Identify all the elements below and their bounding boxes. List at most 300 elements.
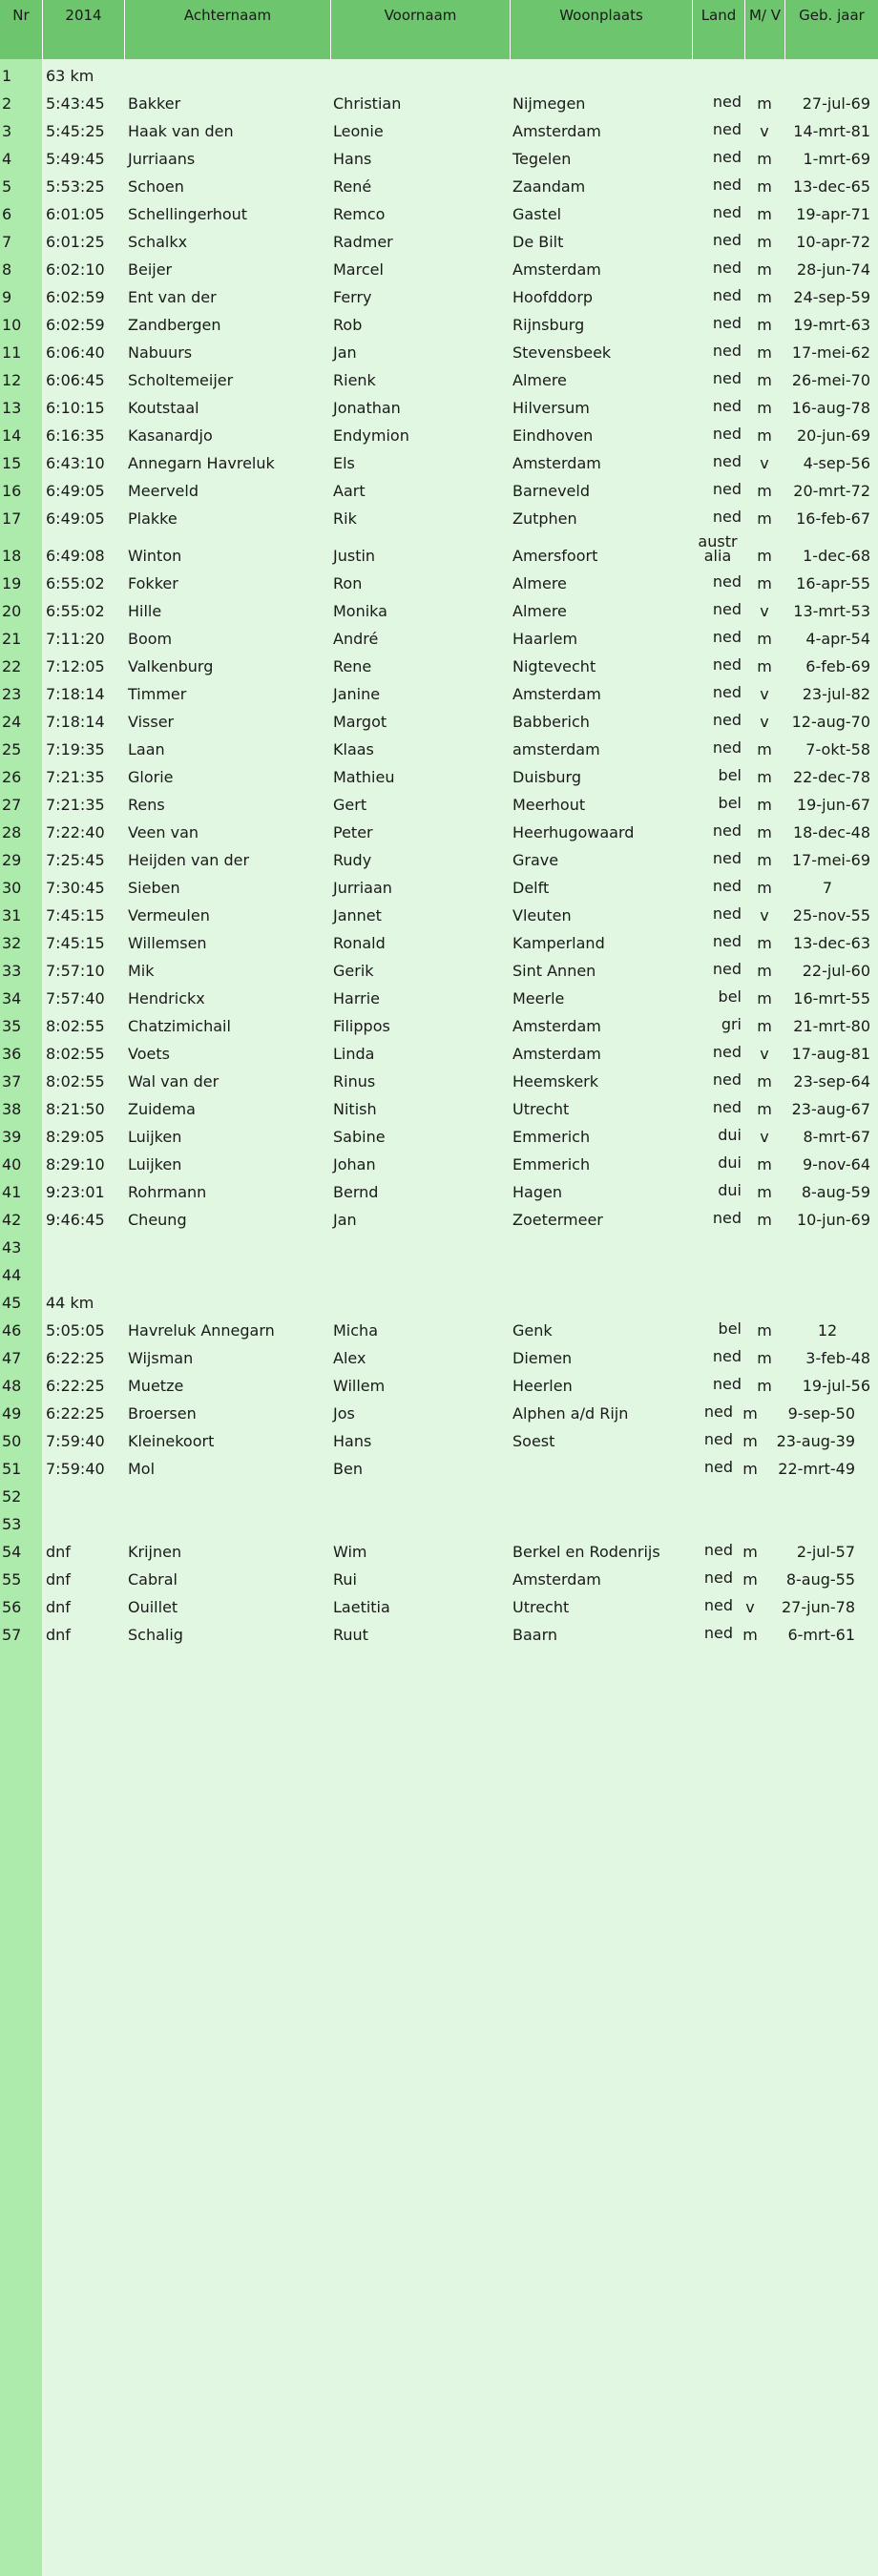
country: ned	[712, 904, 742, 923]
table-row	[0, 199, 878, 227]
birth-date: 14-mrt-81	[793, 122, 870, 140]
section-label: 63 km	[46, 67, 94, 85]
finish-time: 6:02:59	[46, 316, 105, 334]
first-name: Ruut	[333, 1626, 368, 1644]
table-row	[0, 227, 878, 255]
city: Heerhugowaard	[512, 823, 635, 841]
last-name: Ouillet	[128, 1598, 178, 1616]
header-last-name: Achternaam	[124, 0, 330, 59]
city: Utrecht	[512, 1598, 570, 1616]
last-name: Mik	[128, 962, 155, 980]
city: Sint Annen	[512, 962, 596, 980]
header-gender: M/ V	[744, 0, 784, 59]
first-name: Jos	[333, 1404, 355, 1423]
first-name: Els	[333, 454, 355, 472]
city: Haarlem	[512, 630, 578, 648]
table-row	[0, 421, 878, 448]
birth-date: 13-dec-63	[792, 934, 870, 952]
finish-time: dnf	[46, 1598, 71, 1616]
last-name: Broersen	[128, 1404, 197, 1423]
finish-time: 6:02:59	[46, 288, 105, 306]
row-number: 6	[2, 205, 12, 223]
first-name: Willem	[333, 1377, 386, 1395]
finish-time: 6:06:40	[46, 343, 105, 362]
country: ned	[712, 738, 742, 757]
last-name: Kasanardjo	[128, 426, 213, 445]
birth-date: 16-apr-55	[796, 574, 870, 592]
table-row	[0, 144, 878, 172]
row-number: 15	[2, 454, 22, 472]
table-row	[0, 1592, 878, 1620]
first-name: Christian	[333, 94, 402, 113]
gender: m	[757, 399, 772, 417]
row-number: 47	[2, 1349, 22, 1367]
first-name: Ferry	[333, 288, 372, 306]
row-number: 57	[2, 1626, 22, 1644]
gender: m	[757, 260, 772, 279]
last-name: Winton	[128, 547, 182, 565]
finish-time: 9:23:01	[46, 1183, 105, 1201]
table-row	[0, 1067, 878, 1094]
row-number: 3	[2, 122, 12, 140]
country: ned	[712, 286, 742, 304]
gender: m	[757, 630, 772, 648]
last-name: Luijken	[128, 1128, 182, 1146]
gender: m	[757, 316, 772, 334]
gender: m	[757, 509, 772, 528]
finish-time: 6:55:02	[46, 574, 105, 592]
row-number: 56	[2, 1598, 22, 1616]
country: ned	[712, 628, 742, 646]
row-number: 37	[2, 1072, 22, 1091]
birth-date: 27-jul-69	[802, 94, 870, 113]
first-name: Jan	[333, 1211, 357, 1229]
country: ned	[712, 480, 742, 498]
first-name: Gert	[333, 796, 367, 814]
row-number: 8	[2, 260, 12, 279]
last-name: Jurriaans	[128, 150, 196, 168]
last-name: Annegarn Havreluk	[128, 454, 275, 472]
first-name: Jurriaan	[333, 879, 392, 897]
table-row	[0, 679, 878, 707]
finish-time: 6:01:05	[46, 205, 105, 223]
row-number: 4	[2, 150, 12, 168]
gender: m	[757, 371, 772, 389]
row-number: 49	[2, 1404, 22, 1423]
finish-time: 6:55:02	[46, 602, 105, 620]
first-name: Alex	[333, 1349, 366, 1367]
row-number: 30	[2, 879, 22, 897]
country: ned	[712, 655, 742, 674]
finish-time: 7:11:20	[46, 630, 105, 648]
city: Heemskerk	[512, 1072, 599, 1091]
country: ned	[712, 821, 742, 840]
birth-date: 25-nov-55	[792, 906, 870, 924]
gender: v	[760, 685, 769, 703]
city: De Bilt	[512, 233, 564, 251]
first-name: René	[333, 177, 372, 196]
gender: m	[742, 1543, 758, 1561]
first-name: Rinus	[333, 1072, 376, 1091]
country: ned	[712, 600, 742, 618]
country: ned	[712, 452, 742, 470]
table-row	[0, 901, 878, 928]
gender: v	[760, 1045, 769, 1063]
gender: m	[757, 426, 772, 445]
country: ned	[712, 342, 742, 360]
table-row	[0, 1260, 878, 1288]
city: Eindhoven	[512, 426, 594, 445]
row-number: 2	[2, 94, 12, 113]
city: Emmerich	[512, 1155, 591, 1174]
city: Meerle	[512, 989, 565, 1008]
country: ned	[703, 1430, 733, 1448]
city: Almere	[512, 371, 567, 389]
first-name: Ben	[333, 1460, 363, 1478]
finish-time: 5:49:45	[46, 150, 105, 168]
finish-time: 6:22:25	[46, 1404, 105, 1423]
birth-date: 9-nov-64	[802, 1155, 870, 1174]
finish-time: 6:10:15	[46, 399, 105, 417]
birth-date: 24-sep-59	[793, 288, 870, 306]
city: Rijnsburg	[512, 316, 585, 334]
finish-time: 5:43:45	[46, 94, 105, 113]
country: ned	[712, 1043, 742, 1061]
row-number: 24	[2, 713, 22, 731]
gender: m	[757, 934, 772, 952]
gender: m	[757, 233, 772, 251]
first-name: Hans	[333, 1432, 372, 1450]
city: Amsterdam	[512, 454, 601, 472]
row-number: 44	[2, 1266, 22, 1284]
finish-time: 8:21:50	[46, 1100, 105, 1118]
table-row	[0, 365, 878, 393]
row-number: 22	[2, 657, 22, 675]
first-name: Marcel	[333, 260, 384, 279]
last-name: Cheung	[128, 1211, 187, 1229]
row-number: 52	[2, 1487, 22, 1506]
last-name: Visser	[128, 713, 175, 731]
gender: m	[742, 1626, 758, 1644]
last-name: Cabral	[128, 1570, 178, 1589]
finish-time: 8:02:55	[46, 1017, 105, 1035]
row-number: 53	[2, 1515, 22, 1533]
city: Genk	[512, 1321, 553, 1340]
table-row	[0, 255, 878, 282]
table-row	[0, 762, 878, 790]
first-name: Peter	[333, 823, 373, 841]
row-number: 9	[2, 288, 12, 306]
finish-time: 9:46:45	[46, 1211, 105, 1229]
row-number: 26	[2, 768, 22, 786]
country: ned	[712, 120, 742, 138]
last-name: Boom	[128, 630, 173, 648]
city: Nigtevecht	[512, 657, 596, 675]
city: Duisburg	[512, 768, 581, 786]
first-name: Aart	[333, 482, 366, 500]
gender: v	[760, 713, 769, 731]
row-number: 10	[2, 316, 22, 334]
row-number: 14	[2, 426, 22, 445]
finish-time: dnf	[46, 1626, 71, 1644]
gender: m	[757, 768, 772, 786]
row-number: 1	[2, 67, 12, 85]
country: ned	[703, 1568, 733, 1587]
gender: m	[757, 288, 772, 306]
table-row	[0, 707, 878, 735]
row-number: 28	[2, 823, 22, 841]
birth-date: 8-aug-59	[801, 1183, 870, 1201]
city: Vleuten	[512, 906, 572, 924]
first-name: Hans	[333, 150, 372, 168]
finish-time: 6:22:25	[46, 1377, 105, 1395]
country: ned	[712, 148, 742, 166]
first-name: Sabine	[333, 1128, 386, 1146]
country: dui	[718, 1126, 742, 1144]
table-row	[0, 531, 878, 569]
gender: m	[757, 740, 772, 758]
finish-time: 8:02:55	[46, 1045, 105, 1063]
finish-time: 8:02:55	[46, 1072, 105, 1091]
first-name: Rui	[333, 1570, 357, 1589]
last-name: Ent van der	[128, 288, 217, 306]
country: ned	[703, 1402, 733, 1421]
table-row	[0, 1509, 878, 1537]
first-name: Linda	[333, 1045, 375, 1063]
birth-date: 12-aug-70	[791, 713, 870, 731]
row-number: 12	[2, 371, 22, 389]
birth-date: 18-dec-48	[792, 823, 870, 841]
first-name: Rudy	[333, 851, 372, 869]
country: ned	[712, 1070, 742, 1089]
table-row	[0, 818, 878, 845]
table-row	[0, 1399, 878, 1426]
country: ned	[703, 1596, 733, 1614]
gender: m	[757, 177, 772, 196]
finish-time: 6:22:25	[46, 1349, 105, 1367]
country: ned	[712, 314, 742, 332]
row-number: 13	[2, 399, 22, 417]
row-number: 19	[2, 574, 22, 592]
finish-time: 7:57:40	[46, 989, 105, 1008]
row-number: 21	[2, 630, 22, 648]
birth-date: 19-mrt-63	[793, 316, 870, 334]
birth-date: 19-apr-71	[796, 205, 870, 223]
row-number: 16	[2, 482, 22, 500]
first-name: Bernd	[333, 1183, 379, 1201]
first-name: Margot	[333, 713, 387, 731]
city: Soest	[512, 1432, 555, 1450]
birth-date: 23-aug-67	[791, 1100, 870, 1118]
country: gri	[721, 1015, 742, 1033]
table-row	[0, 873, 878, 901]
table-row	[0, 984, 878, 1011]
city: Amsterdam	[512, 685, 601, 703]
table-row	[0, 1454, 878, 1482]
gender: m	[742, 1460, 758, 1478]
gender: m	[757, 343, 772, 362]
birth-date: 8-mrt-67	[803, 1128, 870, 1146]
birth-date: 4-apr-54	[805, 630, 870, 648]
finish-time: 6:49:05	[46, 482, 105, 500]
gender: v	[760, 906, 769, 924]
last-name: Sieben	[128, 879, 180, 897]
last-name: Fokker	[128, 574, 178, 592]
finish-time: 7:21:35	[46, 768, 105, 786]
last-name: Schalig	[128, 1626, 183, 1644]
row-number: 55	[2, 1570, 22, 1589]
gender: m	[757, 150, 772, 168]
country: ned	[712, 176, 742, 194]
row-number: 20	[2, 602, 22, 620]
birth-date: 2-jul-57	[796, 1543, 855, 1561]
city: Emmerich	[512, 1128, 591, 1146]
city: Amsterdam	[512, 1570, 601, 1589]
last-name: Heijden van der	[128, 851, 250, 869]
city: Hagen	[512, 1183, 562, 1201]
table-row	[0, 393, 878, 421]
last-name: Zandbergen	[128, 316, 221, 334]
country: ned	[712, 683, 742, 701]
gender: m	[757, 657, 772, 675]
gender: m	[757, 796, 772, 814]
gender: m	[757, 879, 772, 897]
finish-time: 7:59:40	[46, 1460, 105, 1478]
city: amsterdam	[512, 740, 600, 758]
country: ned	[703, 1458, 733, 1476]
row-number: 25	[2, 740, 22, 758]
row-number: 45	[2, 1294, 22, 1312]
gender: m	[757, 1017, 772, 1035]
gender: m	[757, 851, 772, 869]
row-number: 46	[2, 1321, 22, 1340]
table-row	[0, 1371, 878, 1399]
gender: m	[757, 1183, 772, 1201]
country: ned	[703, 1624, 733, 1642]
city: Diemen	[512, 1349, 573, 1367]
country: dui	[718, 1181, 742, 1199]
table-header	[0, 0, 878, 59]
last-name: Rohrmann	[128, 1183, 207, 1201]
last-name: Veen van	[128, 823, 199, 841]
last-name: Mol	[128, 1460, 156, 1478]
birth-date: 13-dec-65	[792, 177, 870, 196]
last-name: Schellingerhout	[128, 205, 248, 223]
first-name: Laetitia	[333, 1598, 390, 1616]
first-name: Ron	[333, 574, 363, 592]
first-name: Nitish	[333, 1100, 377, 1118]
row-number: 36	[2, 1045, 22, 1063]
row-number: 38	[2, 1100, 22, 1118]
first-name: Filippos	[333, 1017, 390, 1035]
row-number: 43	[2, 1238, 22, 1257]
last-name: Vermeulen	[128, 906, 210, 924]
table-row	[0, 1426, 878, 1454]
birth-date: 10-jun-69	[797, 1211, 870, 1229]
row-number: 33	[2, 962, 22, 980]
finish-time: dnf	[46, 1570, 71, 1589]
city: Berkel en Rodenrijs	[512, 1543, 660, 1561]
finish-time: 7:59:40	[46, 1432, 105, 1450]
finish-time: dnf	[46, 1543, 71, 1561]
first-name: Wim	[333, 1543, 367, 1561]
row-number: 11	[2, 343, 22, 362]
finish-time: 5:53:25	[46, 177, 105, 196]
row-number: 18	[2, 547, 22, 565]
table-row	[0, 1620, 878, 1648]
row-number: 31	[2, 906, 22, 924]
table-row	[0, 735, 878, 762]
finish-time: 6:49:05	[46, 509, 105, 528]
city: Almere	[512, 574, 567, 592]
row-number: 32	[2, 934, 22, 952]
last-name: Wal van der	[128, 1072, 220, 1091]
birth-date: 4-sep-56	[803, 454, 870, 472]
table-row	[0, 1537, 878, 1565]
finish-time: 7:45:15	[46, 934, 105, 952]
city: Baarn	[512, 1626, 558, 1644]
first-name: Leonie	[333, 122, 384, 140]
first-name: Rene	[333, 657, 372, 675]
gender: m	[757, 1155, 772, 1174]
country: ned	[712, 231, 742, 249]
first-name: Rik	[333, 509, 357, 528]
gender: m	[757, 1321, 772, 1340]
birth-date: 17-aug-81	[791, 1045, 870, 1063]
country: ned	[712, 711, 742, 729]
country: ned	[712, 1098, 742, 1116]
country: ned	[712, 259, 742, 277]
gender: m	[757, 94, 772, 113]
row-number: 17	[2, 509, 22, 528]
table-row	[0, 624, 878, 652]
finish-time: 7:21:35	[46, 796, 105, 814]
birth-date: 6-feb-69	[805, 657, 870, 675]
last-name: Wijsman	[128, 1349, 194, 1367]
last-name: Laan	[128, 740, 165, 758]
city: Meerhout	[512, 796, 586, 814]
first-name: Justin	[333, 547, 376, 565]
last-name: Plakke	[128, 509, 178, 528]
table-row	[0, 338, 878, 365]
city: Amsterdam	[512, 260, 601, 279]
first-name: Micha	[333, 1321, 378, 1340]
table-row	[0, 928, 878, 956]
row-number: 34	[2, 989, 22, 1008]
birth-date: 20-mrt-72	[793, 482, 870, 500]
city: Barneveld	[512, 482, 590, 500]
birth-date: 12	[817, 1321, 838, 1340]
birth-date: 22-jul-60	[802, 962, 870, 980]
table-row	[0, 1011, 878, 1039]
header-country: Land	[692, 0, 744, 59]
last-name: Koutstaal	[128, 399, 199, 417]
city: Kamperland	[512, 934, 605, 952]
table-row	[0, 172, 878, 199]
country: ned	[712, 849, 742, 867]
city: Zutphen	[512, 509, 577, 528]
birth-date: 23-aug-39	[776, 1432, 855, 1450]
country: bel	[718, 987, 742, 1006]
country: ned	[712, 1347, 742, 1365]
last-name: Hille	[128, 602, 162, 620]
first-name: Ronald	[333, 934, 386, 952]
section-label: 44 km	[46, 1294, 94, 1312]
first-name: Jannet	[333, 906, 382, 924]
birth-date: 23-jul-82	[802, 685, 870, 703]
finish-time: 7:57:10	[46, 962, 105, 980]
country: ned	[712, 397, 742, 415]
